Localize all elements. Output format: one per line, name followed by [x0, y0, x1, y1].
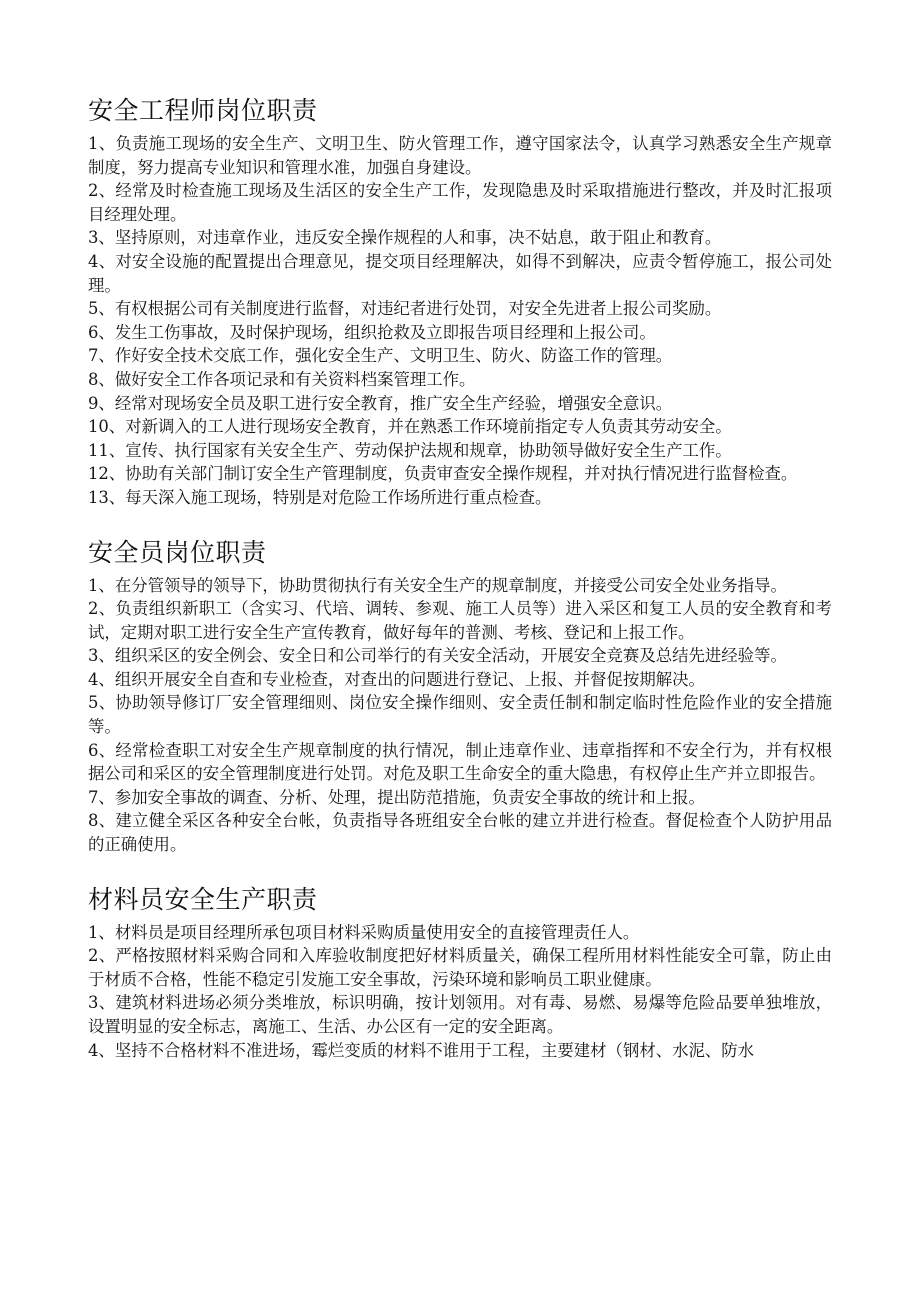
section-title: 材料员安全生产职责	[88, 884, 318, 914]
section-title: 安全工程师岗位职责	[88, 96, 318, 125]
list-item: 1、负责施工现场的安全生产、文明卫生、防火管理工作，遵守国家法令，认真学习熟悉安全生产规章制度，努力提高专业知识和管理水准，加强自身建设。	[88, 134, 832, 177]
list-item: 12、协助有关部门制订安全生产管理制度，负责审查安全操作规程，并对执行情况进行监督检查。	[88, 464, 798, 484]
list-item: 6、发生工伤事故，及时保护现场，组织抢救及立即报告项目经理和上报公司。	[88, 322, 656, 342]
list-item: 8、建立健全采区各种安全台帐，负责指导各班组安全台帐的建立并进行检查。督促检查个人防护用品的正确使用。	[88, 811, 832, 855]
list-item: 7、作好安全技术交底工作，强化安全生产、文明卫生、防火、防盗工作的管理。	[88, 346, 673, 366]
list-item: 2、负责组织新职工（含实习、代培、调转、参观、施工人员等）进入采区和复工人员的安全教育和考试，定期对职工进行安全生产宣传教育，做好每年的普测、考核、登记和上报工作。	[88, 599, 832, 642]
list-item: 2、严格按照材料采购合同和入库验收制度把好材料质量关，确保工程所用材料性能安全可靠，防止由于材质不合格，性能不稳定引发施工安全事故，污染环境和影响员工职业健康。	[88, 946, 832, 989]
list-item: 4、对安全设施的配置提出合理意见，提交项目经理解决，如得不到解决，应责令暂停施工，报公司处理。	[88, 251, 832, 295]
document-page	[88, 94, 832, 1062]
list-item: 3、坚持原则，对违章作业，违反安全操作规程的人和事，决不姑息，敢于阻止和教育。	[88, 228, 722, 248]
list-item: 3、建筑材料进场必须分类堆放，标识明确，按计划领用。对有毒、易燃、易爆等危险品要单独堆放，设置明显的安全标志，离施工、生活、办公区有一定的安全距离。	[88, 993, 832, 1036]
list-item: 11、宣传、执行国家有关安全生产、劳动保护法规和规章，协助领导做好安全生产工作。	[88, 440, 732, 460]
list-item: 13、每天深入施工现场，特别是对危险工作场所进行重点检查。	[88, 487, 552, 507]
list-item: 4、坚持不合格材料不准进场，霉烂变质的材料不谁用于工程，主要建材（钢材、水泥、防水	[88, 1040, 755, 1060]
list-item: 5、有权根据公司有关制度进行监督，对违纪者进行处罚，对安全先进者上报公司奖励。	[88, 299, 722, 319]
section-title: 安全员岗位职责	[88, 537, 267, 567]
list-item: 2、经常及时检查施工现场及生活区的安全生产工作，发现隐患及时采取措施进行整改，并及时汇报项目经理处理。	[88, 181, 832, 224]
section-safety-officer	[88, 536, 832, 857]
list-item: 9、经常对现场安全员及职工进行安全教育，推广安全生产经验，增强安全意识。	[88, 393, 673, 413]
list-item: 1、在分管领导的领导下，协助贯彻执行有关安全生产的规章制度，并接受公司安全处业务指导。	[88, 575, 787, 595]
list-item: 1、材料员是项目经理所承包项目材料采购质量使用安全的直接管理责任人。	[88, 922, 640, 942]
list-item: 7、参加安全事故的调查、分析、处理，提出防范措施，负责安全事故的统计和上报。	[88, 787, 705, 807]
list-item: 6、经常检查职工对安全生产规章制度的执行情况，制止违章作业、违章指挥和不安全行为，并有权根据公司和采区的安全管理制度进行处罚。对危及职工生命安全的重大隐患，有权停止生产并立即报告。	[88, 740, 832, 784]
list-item: 5、协助领导修订厂安全管理细则、岗位安全操作细则、安全责任制和制定临时性危险作业的安全措施等。	[88, 693, 832, 737]
list-item: 10、对新调入的工人进行现场安全教育，并在熟悉工作环境前指定专人负责其劳动安全。	[88, 417, 732, 437]
section-spacer	[88, 857, 832, 883]
list-item: 8、做好安全工作各项记录和有关资料档案管理工作。	[88, 369, 476, 389]
list-item: 4、组织开展安全自查和专业检查，对查出的问题进行登记、上报、并督促按期解决。	[88, 669, 705, 689]
section-material-officer	[88, 883, 832, 1063]
section-spacer	[88, 510, 832, 536]
list-item: 3、组织采区的安全例会、安全日和公司举行的有关安全活动，开展安全竞赛及总结先进经验等。	[88, 646, 787, 666]
section-safety-engineer	[88, 94, 832, 510]
